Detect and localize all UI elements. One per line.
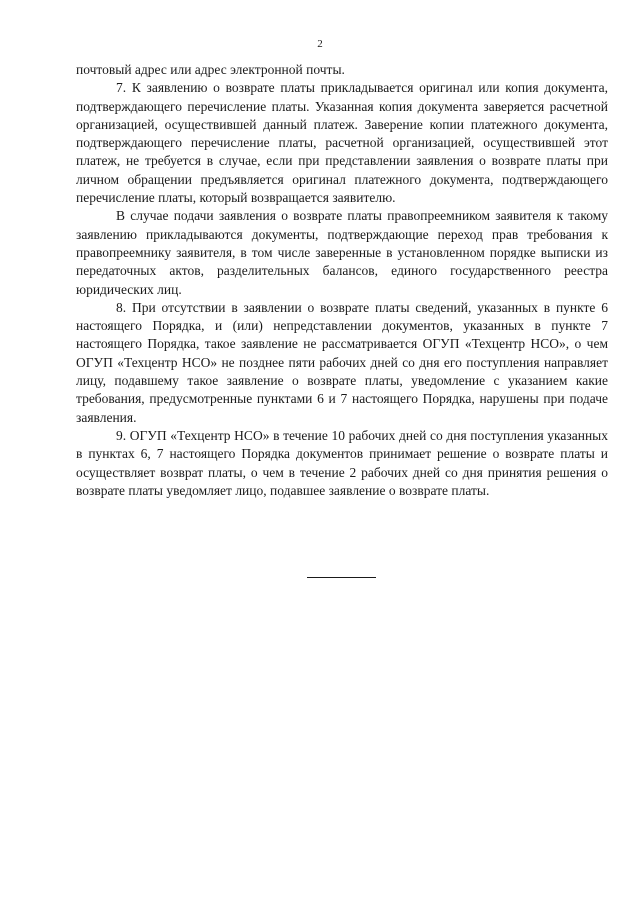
paragraph-item-7: 7. К заявлению о возврате платы прикладывается оригинал или копия документа, подтверждающего перечисление платы. Указанная копия документа заверяется расчетной организацией, осуществившей данный платеж. Заверение копии платежного документа, подтверждающего перечисление платы, расчетной организацией, осуществившей этот платеж, не требуется в случае, если при представлении заявления о возврате платы при личном обращении предъявляется оригинал платежного документа, подтверждающего перечисление платы, который возвращается заявителю. (76, 80, 608, 206)
paragraph-continuation: почтовый адрес или адрес электронной почты. (76, 62, 345, 77)
paragraph-item-9: 9. ОГУП «Техцентр НСО» в течение 10 рабочих дней со дня поступления указанных в пунктах 6, 7 настоящего Порядка документов принимает решение о возврате платы и осуществляет возврат платы, о чем в течение 2 рабочих дней со дня принятия решения о возврате платы уведомляет лицо, подавшее заявление о возврате платы. (76, 427, 608, 498)
end-divider-line (307, 577, 376, 578)
page-number: 2 (317, 38, 323, 50)
paragraph-successor: В случае подачи заявления о возврате платы правопреемником заявителя к такому заявлению прикладываются документы, подтверждающие переход прав требования к правопреемнику заявителя, в том числе заверенные в установленном порядке выписки из передаточных актов, разделительных балансов, единого государственного реестра юридических лиц. (76, 208, 608, 297)
document-body (76, 61, 608, 500)
paragraph-item-8: 8. При отсутствии в заявлении о возврате платы сведений, указанных в пункте 6 настоящего Порядка, и (или) непредставлении документов, указанных в пункте 7 настоящего Порядка, такое заявление не рассматривается ОГУП «Техцентр НСО», о чем ОГУП «Техцентр НСО» не позднее пяти рабочих дней со дня его поступления направляет лицу, подавшему такое заявление о возврате платы, уведомление с указанием какие требования, предусмотренные пунктами 6 и 7 настоящего Порядка, нарушены при подаче заявления. (76, 299, 608, 425)
